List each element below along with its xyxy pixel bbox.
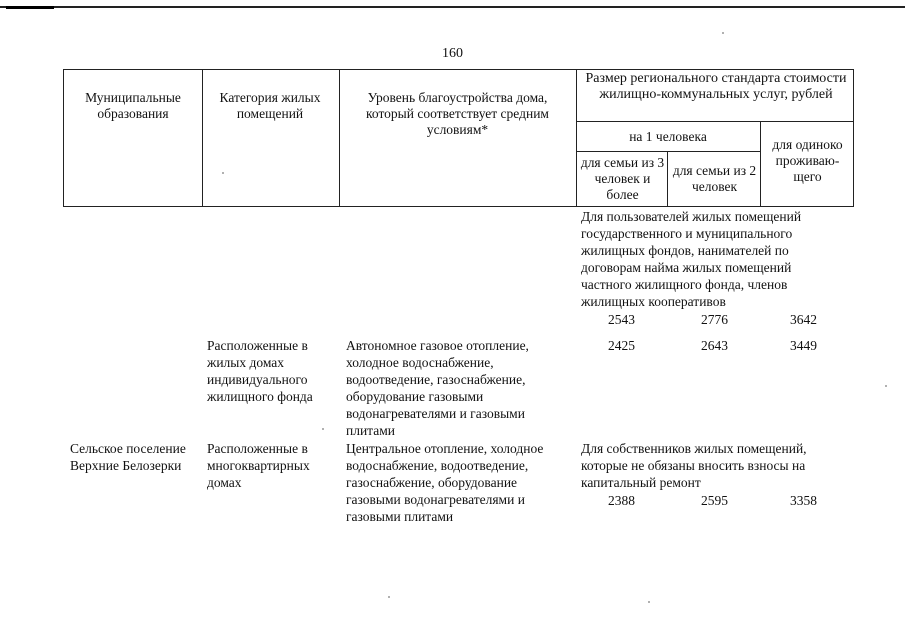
row2-level: Автономное газовое отопление, холодное водоснабжение, водоотведение, газоснабжение, оборудование газовыми водонагревателями и газовыми плитами	[346, 338, 529, 438]
table-top-border	[63, 69, 854, 70]
row3-family3: 2388	[608, 493, 635, 508]
row3-municipality: Сельское поселение Верхние Белозерки	[70, 441, 186, 473]
header-level: Уровень благоустройства дома, который соответствует средним условиям*	[366, 90, 549, 137]
col-divider-3	[576, 69, 577, 207]
row3-family2: 2595	[701, 493, 728, 508]
header-family3: для семьи из 3 человек и более	[580, 155, 665, 202]
header-municipality: Муниципальные образования	[85, 90, 181, 121]
header-per-person: на 1 человека	[629, 129, 707, 144]
scan-corner-mark	[6, 6, 54, 9]
row1-single: 3642	[790, 312, 817, 327]
scan-speck	[885, 385, 887, 387]
scan-speck	[722, 32, 724, 34]
row2-family2: 2643	[701, 338, 728, 353]
header-single: для одиноко проживаю-щего	[772, 137, 843, 184]
scan-speck	[222, 172, 224, 174]
col-divider-2	[339, 69, 340, 207]
scan-top-rule	[0, 6, 905, 8]
size-subheader-divider	[576, 121, 854, 122]
col-divider-1	[202, 69, 203, 207]
table-right-border	[853, 69, 854, 207]
row3-category: Расположенные в многоквартирных домах	[207, 441, 310, 490]
users-heading: Для пользователей жилых помещений государственного и муниципального жилищных фондов, нанимателей по договорам найма жилых помещений частного жилищного фонда, членов жилищных кооперативов	[581, 209, 802, 309]
col-divider-4	[667, 151, 668, 207]
row2-category: Расположенные в жилых домах индивидуального жилищного фонда	[207, 338, 313, 404]
header-family2: для семьи из 2 человек	[672, 163, 757, 194]
col-divider-5	[760, 121, 761, 207]
row3-single: 3358	[790, 493, 817, 508]
header-category: Категория жилых помещений	[219, 90, 321, 121]
row1-family3: 2543	[608, 312, 635, 327]
table-bottom-border	[63, 206, 854, 207]
per-person-divider	[576, 151, 760, 152]
owners-heading: Для собственников жилых помещений, которые не обязаны вносить взносы на капитальный ремонт	[581, 441, 807, 490]
row2-family3: 2425	[608, 338, 635, 353]
page-number: 160	[442, 46, 463, 61]
scan-speck	[388, 596, 390, 598]
row2-single: 3449	[790, 338, 817, 353]
row1-family2: 2776	[701, 312, 728, 327]
scan-speck	[322, 428, 324, 430]
scan-speck	[648, 601, 650, 603]
row3-level: Центральное отопление, холодное водоснабжение, водоотведение, газоснабжение, оборудование газовыми водонагревателями и газовыми плитами	[346, 441, 544, 524]
header-size: Размер регионального стандарта стоимости жилищно-коммунальных услуг, рублей	[585, 71, 847, 102]
table-left-border	[63, 69, 64, 207]
